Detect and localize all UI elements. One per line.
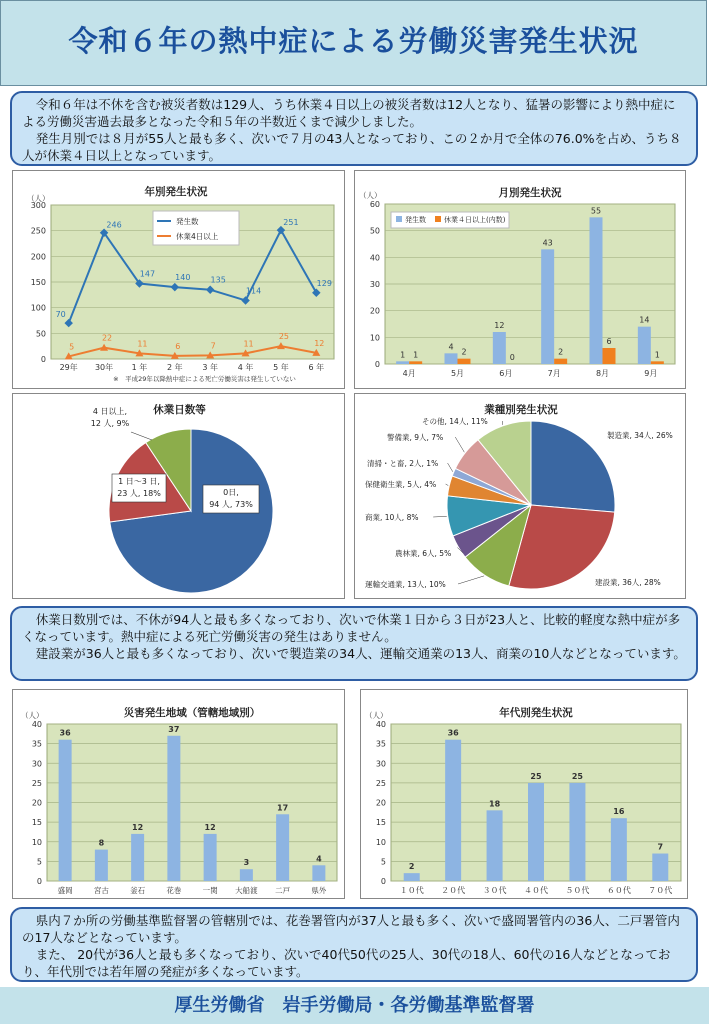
monthly-data-label: 55: [590, 206, 602, 216]
monthly-legend-label: 発生数: [405, 216, 426, 224]
monthly-data-label: 1: [654, 350, 660, 360]
monthly-y-tick-label: 60: [369, 200, 380, 209]
industry-chart: [355, 394, 687, 600]
monthly-y-tick-label: 40: [369, 253, 380, 263]
absence-leader-line: [131, 432, 152, 440]
region-y-tick-label: 25: [31, 778, 42, 788]
yearly-data-label: 5: [69, 342, 75, 352]
summary-2-paragraph-2: 建設業が36人と最も多くなっており、次いで製造業の34人、運輸交通業の13人、商業の10人などとなっています。: [35, 646, 686, 661]
monthly-data-label: 4: [448, 342, 454, 352]
absence-slice-detail: 23 人, 18%: [117, 489, 161, 498]
monthly-unit-label: （人）: [359, 191, 382, 200]
age-x-tick-label: ３０代: [482, 886, 507, 895]
monthly-data-label: 43: [542, 238, 553, 248]
industry-leader-line: [448, 463, 453, 472]
industry-leader-line: [455, 437, 464, 452]
age-bar: [652, 854, 668, 881]
yearly-unit-label: （人）: [27, 194, 50, 203]
yearly-chart-panel: [12, 170, 345, 389]
yearly-x-tick-label: 1 年: [131, 363, 148, 372]
monthly-bar: [638, 327, 651, 364]
region-y-tick-label: 5: [36, 857, 42, 867]
age-y-tick-label: 15: [375, 818, 386, 828]
industry-slice: [531, 421, 615, 512]
monthly-data-label: 14: [639, 315, 650, 325]
age-y-tick-label: 5: [380, 857, 386, 867]
age-bar: [487, 810, 503, 881]
region-y-tick-label: 20: [31, 798, 42, 808]
summary-2-paragraph-1: 休業日数別では、不休が94人と最も多くなっており、次いで休業１日から３日が23人と、比較的軽度な熱中症が多くなっています。熱中症による死亡労働災害の発生はありません。: [22, 612, 681, 644]
age-bar: [569, 783, 585, 881]
yearly-chart: [13, 171, 346, 390]
summary-1-paragraph-1: 令和６年は不休を含む被災者数は129人、うち休業４日以上の被災者数は12人となり、猛暑の影響により熱中症による労働災害過去最多となった令和５年の半数近くまで減少しました。: [22, 97, 676, 129]
yearly-data-label: 135: [210, 275, 226, 285]
age-x-tick-label: ６０代: [606, 886, 631, 895]
absence-chart-panel: [12, 393, 345, 599]
industry-slice-label: 建設業, 36人, 28%: [595, 578, 661, 587]
yearly-y-tick-label: 100: [30, 303, 46, 313]
monthly-y-tick-label: 10: [369, 333, 380, 343]
region-x-tick-label: 一関: [202, 886, 218, 895]
region-chart: [13, 690, 346, 900]
monthly-bar: [409, 361, 422, 364]
yearly-note: ※ 平成29年以降熱中症による死亡労働災害は発生していない: [113, 375, 296, 383]
region-chart-panel: [12, 689, 345, 899]
region-data-label: 4: [316, 854, 322, 864]
region-x-tick-label: 県外: [311, 886, 327, 895]
region-data-label: 17: [277, 803, 289, 813]
monthly-y-tick-label: 20: [369, 306, 380, 316]
absence-slice-detail: 94 人, 73%: [209, 500, 253, 509]
monthly-title: 月別発生状況: [498, 187, 562, 199]
summary-3-paragraph-1: 県内７か所の労働基準監督署の管轄別では、花巻署管内が37人と最も多く、次いで盛岡署管内の36人、二戸署管内の17人などとなっています。: [22, 913, 680, 945]
monthly-legend-swatch: [396, 216, 402, 222]
region-x-tick-label: 釜石: [130, 886, 146, 895]
region-data-label: 8: [98, 838, 105, 848]
monthly-y-tick-label: 50: [369, 226, 380, 236]
monthly-bar: [541, 249, 554, 364]
yearly-y-tick-label: 300: [30, 201, 46, 210]
summary-box-2: [10, 606, 698, 681]
region-x-tick-label: 二戸: [275, 886, 291, 895]
summary-box-3: [10, 907, 698, 982]
yearly-data-label: 129: [316, 278, 332, 288]
page-footer: [0, 987, 709, 1024]
region-bar: [312, 865, 325, 881]
yearly-y-tick-label: 150: [30, 278, 46, 287]
region-data-label: 3: [243, 858, 250, 868]
yearly-title: 年別発生状況: [144, 186, 208, 198]
region-y-tick-label: 30: [31, 759, 42, 769]
region-x-tick-label: 大船渡: [235, 886, 258, 895]
summary-1-paragraph-2: 発生月別では８月が55人と最も多く、次いで７月の43人となっており、この２か月で全体の76.0%を占め、うち８人が休業４日以上となっています。: [22, 131, 682, 163]
age-data-label: 25: [530, 771, 542, 781]
yearly-data-label: 22: [101, 333, 113, 343]
yearly-y-tick-label: 250: [30, 226, 46, 236]
absence-title: 休業日数等: [153, 404, 206, 416]
monthly-x-tick-label: 8月: [595, 369, 610, 378]
yearly-data-label: 140: [175, 273, 191, 283]
region-bar: [276, 814, 289, 881]
region-y-tick-label: 10: [31, 837, 42, 847]
absence-slice-label: 1 日～3 日,: [118, 477, 160, 486]
age-data-label: 18: [489, 799, 501, 809]
age-x-tick-label: ７０代: [648, 886, 673, 895]
age-data-label: 16: [613, 807, 625, 817]
industry-slice-label: 保健衛生業, 5人, 4%: [365, 480, 437, 489]
yearly-legend-label: 休業4日以上: [176, 232, 219, 241]
industry-slice-label: 製造業, 34人, 26%: [607, 431, 673, 440]
summary-box-1: [10, 91, 698, 166]
industry-leader-line: [458, 576, 484, 584]
monthly-chart-panel: [354, 170, 686, 389]
monthly-legend-label: 休業４日以上(内数): [444, 216, 506, 224]
page-header: [0, 0, 707, 86]
age-x-tick-label: ５０代: [565, 886, 590, 895]
age-bar: [611, 818, 627, 881]
industry-leader-line: [446, 484, 449, 486]
industry-slice-label: 運輸交通業, 13人, 10%: [365, 580, 446, 589]
monthly-bar: [396, 361, 409, 364]
region-x-tick-label: 花巻: [166, 886, 182, 895]
monthly-bar: [493, 332, 506, 364]
region-bar: [240, 869, 253, 881]
monthly-bar: [651, 361, 664, 364]
absence-chart: [13, 394, 346, 600]
yearly-x-tick-label: 5 年: [273, 363, 289, 372]
age-chart-panel: [360, 689, 688, 899]
age-chart: [361, 690, 689, 900]
age-y-tick-label: 25: [375, 778, 386, 788]
yearly-data-label: 251: [283, 218, 299, 228]
yearly-y-tick-label: 0: [40, 355, 46, 364]
region-bar: [59, 740, 72, 881]
yearly-data-label: 246: [106, 220, 122, 230]
yearly-y-tick-label: 50: [35, 329, 46, 339]
region-y-tick-label: 15: [31, 818, 42, 828]
age-y-tick-label: 30: [375, 759, 386, 769]
monthly-chart: [355, 171, 687, 390]
age-y-tick-label: 10: [375, 837, 386, 847]
age-x-tick-label: １０代: [399, 886, 424, 895]
absence-slice-label: 0日,: [223, 488, 239, 497]
yearly-data-label: 25: [278, 332, 290, 342]
age-x-tick-label: ４０代: [524, 886, 548, 895]
industry-slice-label: 警備業, 9人, 7%: [387, 433, 444, 442]
age-bar: [445, 740, 461, 881]
region-y-tick-label: 35: [31, 739, 42, 749]
monthly-x-tick-label: 9月: [644, 369, 658, 378]
region-data-label: 37: [168, 724, 180, 734]
industry-slice-label: その他, 14人, 11%: [422, 417, 488, 426]
yearly-x-tick-label: 3 年: [202, 363, 219, 372]
yearly-data-label: 11: [243, 339, 254, 349]
age-x-tick-label: ２０代: [441, 886, 466, 895]
industry-title: 業種別発生状況: [484, 404, 558, 416]
yearly-data-label: 11: [137, 339, 148, 349]
absence-slice-detail: 12 人, 9%: [90, 419, 130, 428]
monthly-x-tick-label: 4月: [402, 369, 416, 378]
absence-slice-label: 4 日以上,: [92, 407, 128, 416]
region-bar: [95, 850, 108, 881]
region-y-tick-label: 40: [31, 720, 42, 729]
region-x-tick-label: 盛岡: [57, 886, 73, 895]
page-title: 令和６年の熱中症による労働災害発生状況: [68, 24, 639, 58]
age-data-label: 25: [571, 771, 583, 781]
age-y-tick-label: 0: [380, 877, 386, 886]
monthly-bar: [458, 359, 471, 364]
age-y-tick-label: 40: [375, 720, 386, 729]
region-title: 災害発生地域（管轄地域別）: [123, 707, 261, 719]
monthly-x-tick-label: 6月: [499, 369, 513, 378]
region-bar: [167, 736, 180, 881]
monthly-y-tick-label: 30: [369, 280, 380, 289]
industry-slice-label: 商業, 10人, 8%: [365, 513, 419, 522]
region-data-label: 12: [204, 822, 216, 832]
age-unit-label: （人）: [365, 711, 388, 720]
monthly-y-tick-label: 0: [374, 360, 380, 369]
region-x-tick-label: 宮古: [93, 886, 109, 895]
monthly-bar: [603, 348, 616, 364]
region-data-label: 36: [59, 728, 71, 738]
monthly-bar: [445, 353, 458, 364]
monthly-data-label: 0: [509, 353, 515, 362]
monthly-legend-swatch: [435, 216, 441, 222]
yearly-legend-label: 発生数: [176, 217, 199, 226]
yearly-x-tick-label: 29年: [59, 363, 78, 372]
yearly-data-label: 147: [139, 269, 156, 279]
age-data-label: 2: [408, 862, 415, 872]
monthly-x-tick-label: 7月: [547, 369, 561, 378]
yearly-data-label: 7: [210, 341, 216, 351]
age-bar: [404, 873, 420, 881]
age-data-label: 7: [657, 842, 664, 852]
region-bar: [204, 834, 217, 881]
yearly-data-label: 6: [175, 341, 181, 351]
footer-text: 厚生労働省 岩手労働局・各労働基準監督署: [174, 995, 535, 1016]
monthly-data-label: 2: [461, 347, 467, 357]
yearly-data-label: 70: [55, 310, 66, 320]
summary-3-paragraph-2: また、 20代が36人と最も多くなっており、次いで40代50代の25人、30代の18人、60代の16人などとなっており、年代別では若年層の発症が多くなっています。: [22, 947, 671, 979]
monthly-bar: [554, 359, 567, 364]
monthly-data-label: 2: [558, 347, 564, 357]
region-y-tick-label: 0: [36, 877, 42, 886]
industry-leader-line: [433, 516, 447, 517]
age-y-tick-label: 20: [375, 798, 386, 808]
region-data-label: 12: [132, 822, 144, 832]
monthly-data-label: 12: [494, 321, 505, 330]
monthly-data-label: 1: [413, 350, 419, 360]
yearly-data-label: 12: [314, 338, 325, 348]
monthly-x-tick-label: 5月: [450, 369, 465, 378]
yearly-data-label: 114: [245, 286, 262, 296]
industry-slice-label: 農林業, 6人, 5%: [395, 549, 452, 558]
region-bar: [131, 834, 144, 881]
yearly-x-tick-label: 30年: [94, 363, 114, 372]
yearly-y-tick-label: 200: [30, 252, 46, 262]
region-unit-label: （人）: [21, 711, 44, 720]
age-y-tick-label: 35: [375, 739, 386, 749]
age-bar: [528, 783, 544, 881]
monthly-bar: [590, 217, 603, 364]
monthly-data-label: 6: [606, 337, 612, 346]
monthly-data-label: 1: [400, 350, 406, 360]
industry-slice-label: 清掃・と畜, 2人, 1%: [367, 459, 439, 468]
yearly-x-tick-label: 2 年: [166, 363, 183, 372]
yearly-x-tick-label: 6 年: [308, 363, 325, 372]
age-data-label: 36: [447, 728, 459, 738]
yearly-x-tick-label: 4 年: [237, 363, 254, 372]
age-title: 年代別発生状況: [499, 707, 573, 719]
industry-chart-panel: [354, 393, 686, 599]
